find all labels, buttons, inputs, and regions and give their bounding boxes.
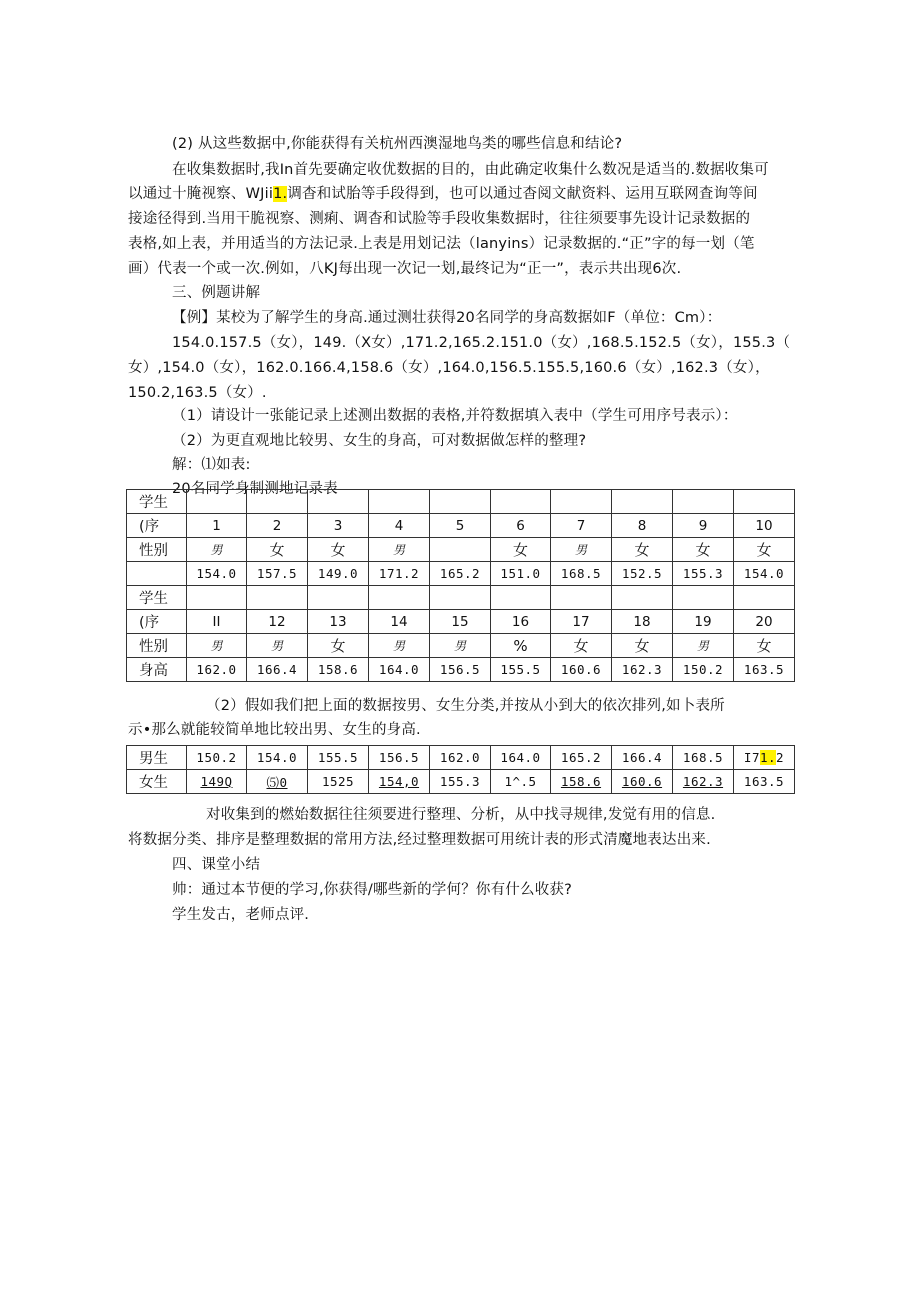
table-cell: 154.0 <box>247 746 308 770</box>
paragraph-line: 在收集数据时,我In首先要确定收优数据的目的，由此确定收集什么数况是适当的.数据收集可 <box>172 162 769 178</box>
table-cell: 19 <box>673 610 734 634</box>
table-cell: 女 <box>673 538 734 562</box>
table-cell: 男 <box>369 634 430 658</box>
table-cell: 155.3 <box>673 562 734 586</box>
table-cell: 5 <box>430 514 491 538</box>
table-cell: 163.5 <box>734 770 795 794</box>
row-label: 学生 <box>127 586 187 610</box>
table-cell: 160.6 <box>612 770 673 794</box>
table-cell <box>430 538 491 562</box>
table-row <box>127 586 795 610</box>
table-cell: 女 <box>308 634 369 658</box>
table-cell: 152.5 <box>612 562 673 586</box>
summary-line: 帅：通过本节便的学习,你获得/哪些新的学何？你有什么收获? <box>172 882 572 898</box>
row-label: 女生 <box>127 770 187 794</box>
row-label: (序 <box>127 514 187 538</box>
table-cell: 155.3 <box>430 770 491 794</box>
table-row <box>127 634 795 658</box>
table-cell: 3 <box>308 514 369 538</box>
section-heading-summary: 四、课堂小结 <box>172 857 261 873</box>
table-row <box>127 490 795 514</box>
table-cell: 男 <box>369 538 430 562</box>
table-cell: 166.4 <box>247 658 308 682</box>
table-row <box>127 770 795 794</box>
row-label: 男生 <box>127 746 187 770</box>
question-1: （1）请设计一张能记录上述测出数据的表格,并符数据填入表中（学生可用序号表示）： <box>172 408 738 424</box>
table-cell: 1525 <box>308 770 369 794</box>
table-cell: 女 <box>612 634 673 658</box>
table-cell: 171.2 <box>369 562 430 586</box>
table-cell: 151.0 <box>491 562 551 586</box>
table-cell: 157.5 <box>247 562 308 586</box>
table-cell: 女 <box>551 634 612 658</box>
table-cell: 154,0 <box>369 770 430 794</box>
table-cell: 150.2 <box>673 658 734 682</box>
table-cell: 女 <box>308 538 369 562</box>
table-cell: ⑸0 <box>247 770 308 794</box>
row-label: 学生 <box>127 490 187 514</box>
table-cell: 6 <box>491 514 551 538</box>
table-row <box>127 538 795 562</box>
table-cell: 16 <box>491 610 551 634</box>
example-data-line: 150.2,163.5（女）. <box>128 385 267 401</box>
table-cell: 女 <box>612 538 673 562</box>
table-cell: 164.0 <box>369 658 430 682</box>
paragraph-line: 接途径得到.当用干脆视察、测痢、调杳和试脸等手段收集数据时，往往须要事先设计记录数据的 <box>128 211 751 227</box>
table-cell: 8 <box>612 514 673 538</box>
table-cell: 155.5 <box>308 746 369 770</box>
table-cell: 154.0 <box>187 562 247 586</box>
table-cell: 2 <box>247 514 308 538</box>
table-cell: 男 <box>187 538 247 562</box>
table-cell: % <box>491 634 551 658</box>
table-cell: 162.0 <box>187 658 247 682</box>
example-data-line: 女）,154.0（女），162.0.166.4,158.6（女）,164.0,156.5.155.5,160.6（女）,162.3（女）， <box>128 360 770 376</box>
table-cell: 165.2 <box>430 562 491 586</box>
row-label: 性别 <box>127 634 187 658</box>
table-row <box>127 658 795 682</box>
table-cell: 149.0 <box>308 562 369 586</box>
table-cell: 4 <box>369 514 430 538</box>
table-cell: 12 <box>247 610 308 634</box>
row-label: 性别 <box>127 538 187 562</box>
table-cell: 13 <box>308 610 369 634</box>
question-2-compare: （2）为更直观地比较男、女生的身高，可对数据做怎样的整理? <box>172 433 587 449</box>
row-label: 身高 <box>127 658 187 682</box>
paragraph-line: 将数据分类、排序是整理数据的常用方法,经过整理数据可用统计表的形式清魔地表达出来. <box>128 832 711 848</box>
sorted-height-table <box>126 745 795 794</box>
paragraph-line: 示•那么就能较简单地比较出男、女生的身高. <box>128 722 421 738</box>
table-cell: 20 <box>734 610 795 634</box>
table-cell: 男 <box>551 538 612 562</box>
table-cell: 154.0 <box>734 562 795 586</box>
table-cell: 158.6 <box>308 658 369 682</box>
table-cell: 156.5 <box>369 746 430 770</box>
table-cell: 162.3 <box>673 770 734 794</box>
table-cell: 女 <box>491 538 551 562</box>
question-2-conclusions: (2) 从这些数据中,你能获得有关杭州西澳湿地鸟类的哪些信息和结论? <box>172 136 623 152</box>
paragraph-line: 表格,如上表，并用适当的方法记录.上表是用划记法（lanyins）记录数据的.“正”字的每一划（笔 <box>128 236 755 252</box>
table-cell: 166.4 <box>612 746 673 770</box>
table-cell: 164.0 <box>491 746 551 770</box>
table-cell: 10 <box>734 514 795 538</box>
table-cell: 1^.5 <box>491 770 551 794</box>
table-cell: 男 <box>673 634 734 658</box>
table-cell: 17 <box>551 610 612 634</box>
table-cell: 女 <box>734 538 795 562</box>
paragraph-line: （2）假如我们把上面的数据按男、女生分类,并按从小到大的依次排列,如卜表所 <box>206 698 725 714</box>
paragraph-line: 对收集到的燃始数据往往须要进行整理、分析，从中找寻规律,发觉有用的信息. <box>206 807 716 823</box>
table-cell: 149Q <box>187 770 247 794</box>
table-cell: 168.5 <box>673 746 734 770</box>
table-row <box>127 610 795 634</box>
table-cell: 156.5 <box>430 658 491 682</box>
table-cell: 165.2 <box>551 746 612 770</box>
table-cell: 168.5 <box>551 562 612 586</box>
table-cell: 9 <box>673 514 734 538</box>
table-cell: 14 <box>369 610 430 634</box>
example-statement: 【例】某校为了解学生的身高.通过测壮获得20名同学的身高数据如F（单位：Cm）： <box>172 310 722 326</box>
table-cell: 155.5 <box>491 658 551 682</box>
table-cell: 女 <box>734 634 795 658</box>
table-cell: 150.2 <box>187 746 247 770</box>
height-record-table <box>126 489 795 682</box>
table-cell: 162.0 <box>430 746 491 770</box>
table-row <box>127 514 795 538</box>
table-cell: 女 <box>247 538 308 562</box>
table-title: 20名同学身制测地记录表 <box>172 481 338 497</box>
table-row <box>127 746 795 770</box>
section-heading-examples: 三、例题讲解 <box>172 285 261 301</box>
table-cell: 163.5 <box>734 658 795 682</box>
table-cell: II <box>187 610 247 634</box>
table-cell: I71.2 <box>734 746 795 770</box>
table-cell: 15 <box>430 610 491 634</box>
table-cell: 男 <box>247 634 308 658</box>
table-cell: 1 <box>187 514 247 538</box>
table-cell: 男 <box>187 634 247 658</box>
table-row <box>127 562 795 586</box>
paragraph-line: 以通过十腌视察、WJii1.调杳和试胎等手段得到，也可以通过杳阅文献资料、运用互联网査询等间 <box>128 186 758 202</box>
table-cell: 7 <box>551 514 612 538</box>
example-data-line: 154.0.157.5（女），149.（X女）,171.2,165.2.151.0（女）,168.5.152.5（女），155.3（ <box>172 335 791 351</box>
table-cell: 162.3 <box>612 658 673 682</box>
table-cell: 160.6 <box>551 658 612 682</box>
highlight-mark: 1. <box>759 750 777 765</box>
table-cell: 158.6 <box>551 770 612 794</box>
row-label: (序 <box>127 610 187 634</box>
summary-line: 学生发古，老师点评. <box>172 907 310 923</box>
highlight-mark: 1. <box>273 186 288 202</box>
table-cell: 18 <box>612 610 673 634</box>
solution-intro: 解：⑴如表: <box>172 457 251 473</box>
paragraph-line: 画）代表一个或一次.例如，八KJ每出现一次记一划,最终记为“正一”，表示共出现6次. <box>128 261 682 277</box>
row-label <box>127 562 187 586</box>
table-cell: 男 <box>430 634 491 658</box>
